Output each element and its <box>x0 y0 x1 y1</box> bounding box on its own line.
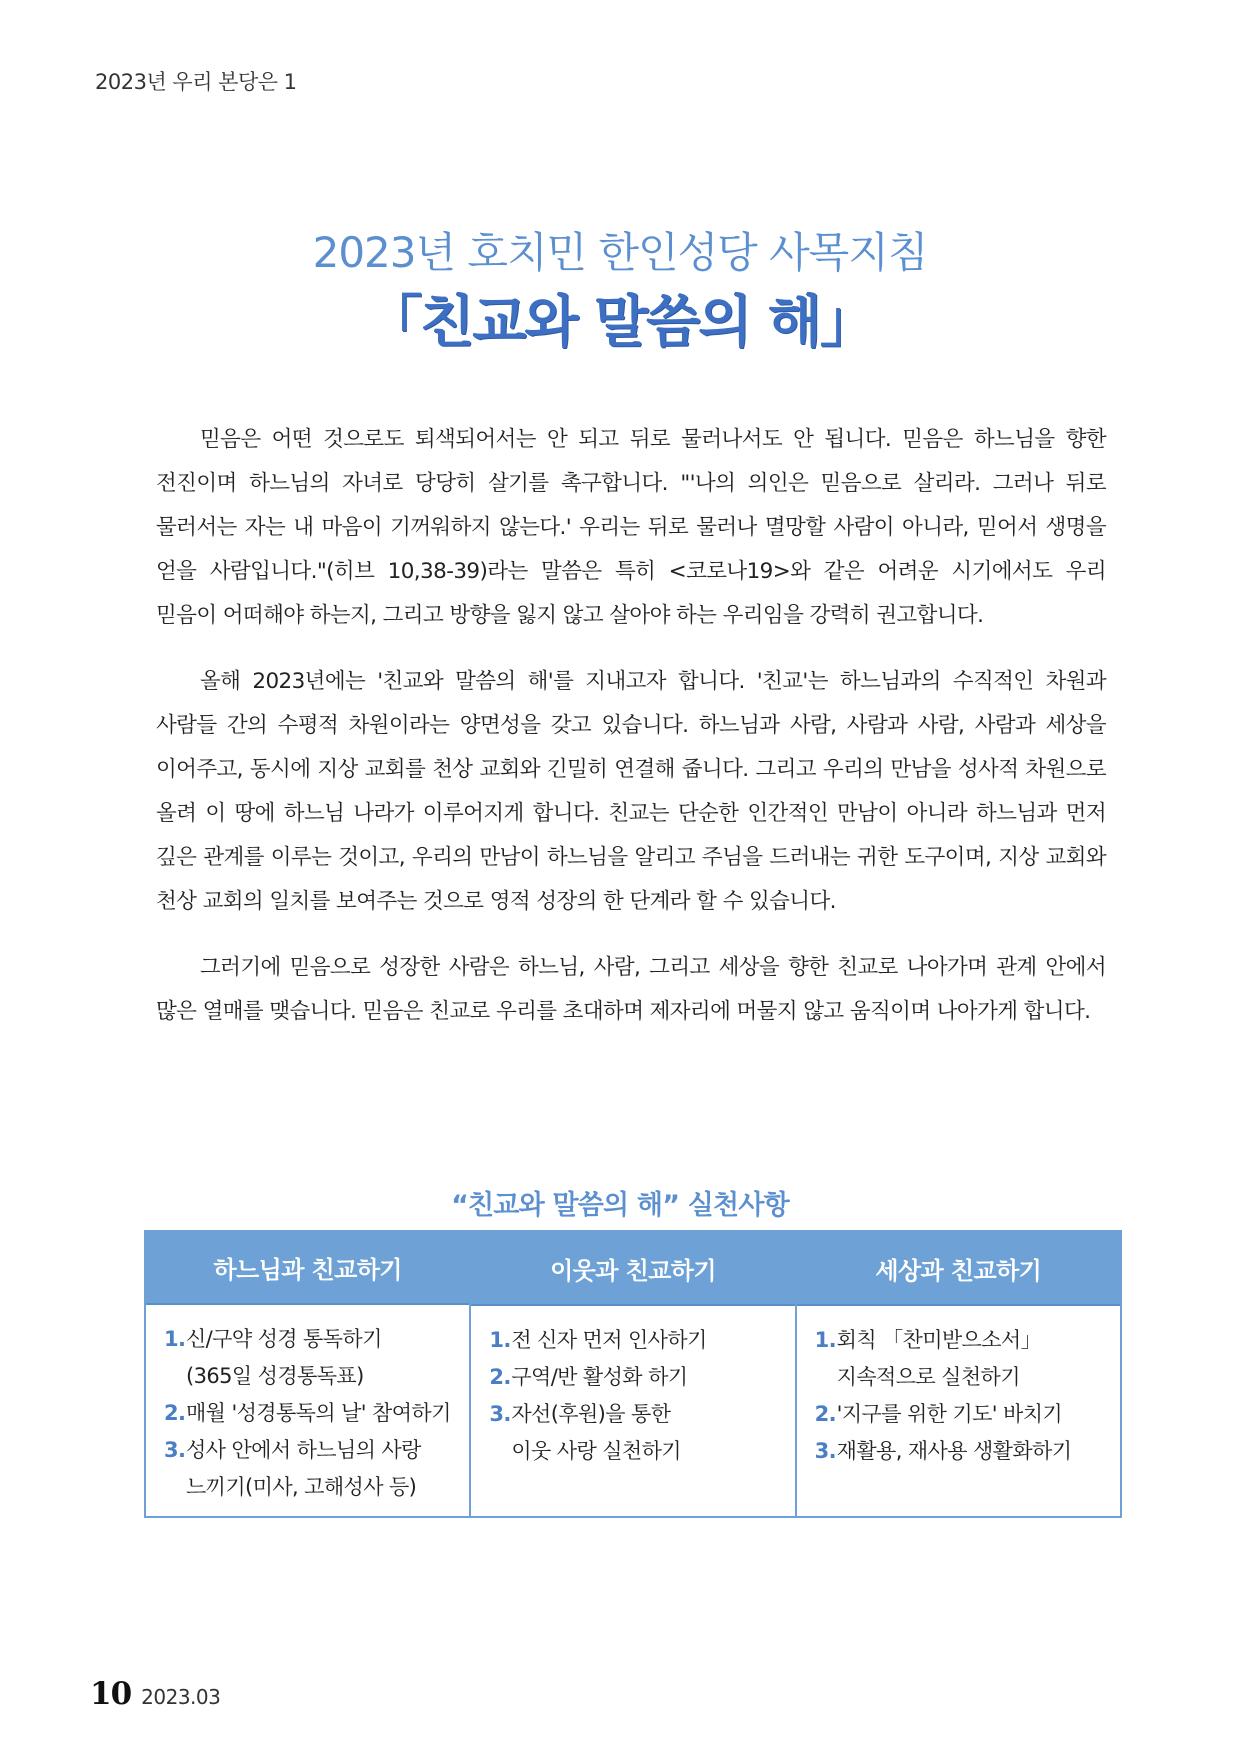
list-item <box>164 1432 455 1506</box>
item-text: 회칙 「찬미받으소서」 지속적으로 실천하기 <box>836 1328 1042 1389</box>
body-text <box>156 418 1106 1056</box>
item-text: 구역/반 활성화 하기 <box>511 1365 688 1389</box>
practice-title: “친교와 말씀의 해” 실천사항 <box>451 1190 789 1221</box>
item-number: 2. <box>164 1401 186 1425</box>
list-item <box>815 1433 1106 1470</box>
paragraph: 그러기에 믿음으로 성장한 사람은 하느님, 사람, 그리고 세상을 향한 친교로 나아가며 관계 안에서 많은 열매를 맺습니다. 믿음은 친교로 우리를 초대하며 제자리에 머물지 않고 움직이며 나아가게 합니다. <box>156 955 1106 1024</box>
item-text: 성사 안에서 하느님의 사랑 느끼기(미사, 고해성사 등) <box>186 1438 421 1499</box>
item-number: 2. <box>814 1402 837 1426</box>
item-number: 3. <box>814 1439 837 1463</box>
item-text: '지구를 위한 기도' 바치기 <box>836 1402 1063 1426</box>
item-number: 3. <box>489 1402 511 1426</box>
item-number: 1. <box>814 1328 837 1352</box>
practice-table <box>144 1230 1122 1518</box>
item-number: 1. <box>489 1328 511 1352</box>
list-item <box>489 1359 780 1396</box>
column-header: 이웃과 친교하기 <box>471 1232 794 1306</box>
list-item <box>489 1396 780 1470</box>
title-block <box>0 228 1240 354</box>
item-number: 2. <box>489 1365 511 1389</box>
item-text: 자선(후원)을 통한 이웃 사랑 실천하기 <box>511 1402 681 1463</box>
column-header: 하느님과 친교하기 <box>146 1232 469 1305</box>
footer <box>90 1676 220 1712</box>
paragraph: 올해 2023년에는 '친교와 말씀의 해'를 지내고자 합니다. '친교'는 하느님과의 수직적인 차원과 사람들 간의 수평적 차원이라는 양면성을 갖고 있습니다. 하느님과 사람, 사람과 사람, 사람과 세상을 이어주고, 동시에 지상 교회를 천상 교회와 긴밀히 연결해 줍니다. 그리고 우리의 만남을 성사적 차원으로 올려 이 땅에 하느님 나라가 이루어지게 합니다. 친교는 단순한 인간적인 만남이 아니라 하느님과 먼저 깊은 관계를 이루는 것이고, 우리의 만남이 하느님을 알리고 주님을 드러내는 귀한 도구이며, 지상 교회와 천상 교회의 일치를 보여주는 것으로 영적 성장의 한 단계라 할 수 있습니다. <box>156 669 1106 914</box>
column-header: 세상과 친교하기 <box>797 1232 1120 1306</box>
column-body <box>471 1306 794 1480</box>
item-text: 매월 '성경통독의 날' 참여하기 <box>186 1401 451 1425</box>
item-number: 3. <box>164 1438 186 1462</box>
practice-column-neighbor <box>471 1232 796 1516</box>
column-body <box>797 1306 1120 1480</box>
practice-column-god <box>146 1232 471 1516</box>
item-text: 재활용, 재사용 생활화하기 <box>836 1439 1072 1463</box>
item-number: 1. <box>164 1327 186 1351</box>
page-subtitle: 「친교와 말씀의 해」 <box>366 290 874 356</box>
page-title: 2023년 호치민 한인성당 사목지침 <box>312 228 928 277</box>
list-item <box>489 1322 780 1359</box>
column-body <box>146 1305 469 1516</box>
list-item <box>815 1322 1106 1396</box>
paragraph: 믿음은 어떤 것으로도 퇴색되어서는 안 되고 뒤로 물러나서도 안 됩니다. 믿음은 하느님을 향한 전진이며 하느님의 자녀로 당당히 살기를 촉구합니다. "'나의 의인은 믿음으로 살리라. 그러나 뒤로 물러서는 자는 내 마음이 기꺼워하지 않는다.' 우리는 뒤로 물러나 멸망할 사람이 아니라, 믿어서 생명을 얻을 사람입니다."(히브 10,38-39)라는 말씀은 특히 <코로나19>와 같은 어려운 시기에서도 우리 믿음이 어떠해야 하는지, 그리고 방향을 잃지 않고 살아야 하는 우리임을 강력히 권고합니다. <box>156 427 1106 628</box>
running-head: 2023년 우리 본당은 1 <box>95 70 297 94</box>
list-item <box>164 1395 455 1432</box>
list-item <box>815 1396 1106 1433</box>
page-number: 10 <box>90 1676 132 1712</box>
issue-date: 2023.03 <box>141 1685 221 1709</box>
list-item <box>164 1321 455 1395</box>
item-text: 전 신자 먼저 인사하기 <box>511 1328 707 1352</box>
practice-column-world <box>797 1232 1120 1516</box>
item-text: 신/구약 성경 통독하기 (365일 성경통독표) <box>186 1327 382 1388</box>
